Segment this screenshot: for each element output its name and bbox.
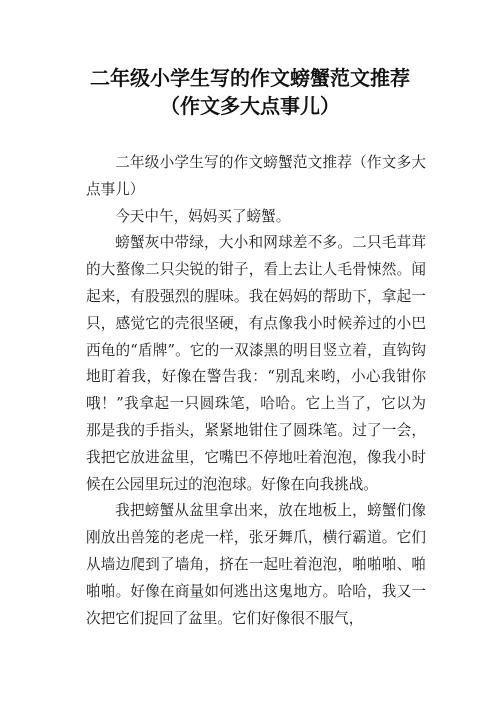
paragraph-2: 今天中午，妈妈买了螃蟹。 [115,207,291,225]
document-title-line-2: （作文多大点事儿） [160,94,340,118]
paragraph-1: 二年级小学生写的作文螃蟹范文推荐（作文多大点事儿） [86,154,426,198]
paragraph-3: 螃蟹灰中带绿，大小和网球差不多。二只毛茸茸的大螯像二只尖锐的钳子，看上去让人毛骨悚然。闻起来，有股强烈的腥味。我在妈妈的帮助下，拿起一只，感觉它的壳很坚硬，有点像我小时候养过的小巴西龟的“盾牌”。它的一双漆黑的明目竖立着，直钩钩地盯着我，好像在警告我：“别乱来哟，小心我钳你哦！”我拿起一只圆珠笔，哈哈。它上当了，它以为那是我的手指头，紧紧地钳住了圆珠笔。过了一会，我把它放进盆里，它嘴巴不停地吐着泡泡，像我小时候在公园里玩过的泡泡球。好像在向我挑战。 [86,234,426,493]
paragraph-4: 我把螃蟹从盆里拿出来，放在地板上，螃蟹们像刚放出兽笼的老虎一样，张牙舞爪，横行霸道。它们从墙边爬到了墙角，挤在一起吐着泡泡，啪啪啪、啪啪啪。好像在商量如何逃出这鬼地方。哈哈，我又一次把它们捉回了盆里。它们好像很不服气， [86,502,426,627]
document-title-line-1: 二年级小学生写的作文螃蟹范文推荐 [90,66,410,90]
document-body [86,150,426,632]
